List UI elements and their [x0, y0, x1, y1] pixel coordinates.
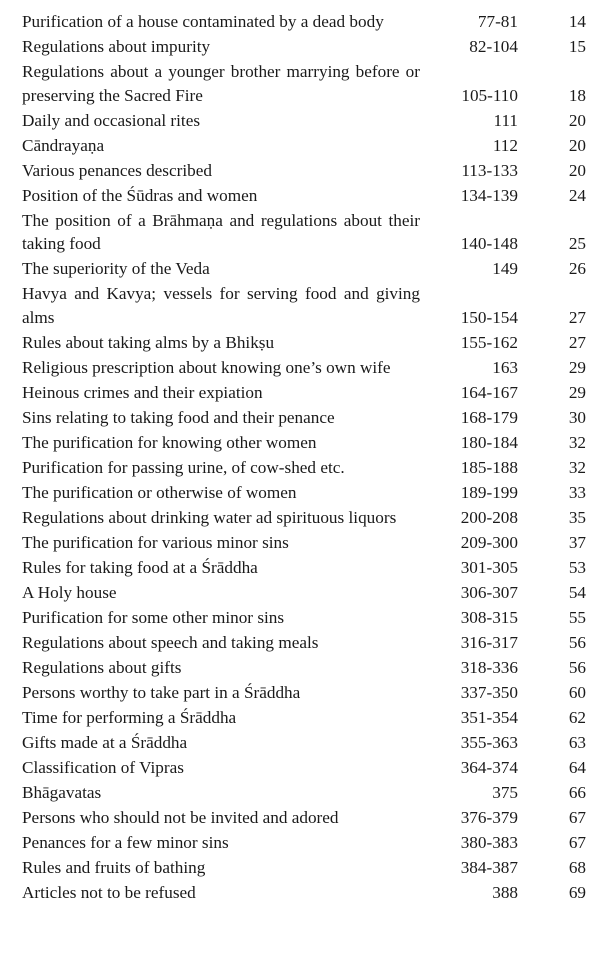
toc-entry	[22, 481, 590, 505]
entry-title: A Holy house	[22, 582, 117, 602]
toc-entry	[22, 581, 590, 605]
entry-verses: 388	[492, 882, 518, 902]
entry-title: Rules about taking alms by a Bhikṣu	[22, 332, 275, 352]
entry-title: The purification for knowing other women	[22, 432, 317, 452]
entry-page-number: 27	[568, 307, 586, 327]
entry-title: Rules for taking food at a Śrāddha	[22, 557, 258, 577]
entry-title: Persons worthy to take part in a Śrāddha	[22, 682, 301, 702]
entry-page-number: 25	[568, 234, 586, 253]
entry-page-number: 66	[568, 782, 586, 802]
entry-title: Havya and Kavya; vessels for serving food and giving alms	[22, 284, 420, 327]
entry-title: The superiority of the Veda	[22, 259, 210, 278]
entry-verses: 200-208	[460, 507, 518, 527]
entry-verses: 308-315	[460, 607, 518, 627]
entry-verses: 306-307	[460, 582, 518, 602]
toc-entry	[22, 209, 590, 256]
entry-page-number: 60	[568, 682, 586, 702]
entry-verses: 134-139	[460, 185, 518, 205]
toc-entry	[22, 631, 590, 655]
entry-page-number: 62	[568, 707, 586, 727]
entry-page-number: 68	[568, 857, 586, 877]
entry-title: Sins relating to taking food and their penance	[22, 407, 335, 427]
entry-title: Purification for passing urine, of cow-shed etc.	[22, 457, 345, 477]
entry-title: Rules and fruits of bathing	[22, 857, 206, 877]
toc-entry	[22, 134, 590, 158]
toc-entry	[22, 257, 590, 281]
entry-page-number: 63	[568, 732, 586, 752]
entry-page-number: 20	[568, 110, 586, 130]
toc-entry	[22, 606, 590, 630]
entry-page-number: 53	[568, 557, 586, 577]
entry-verses: 209-300	[460, 532, 518, 552]
entry-title: Time for performing a Śrāddha	[22, 707, 237, 727]
entry-page-number: 69	[568, 882, 586, 902]
toc-entry	[22, 35, 590, 59]
entry-verses: 164-167	[460, 382, 518, 402]
entry-title: Regulations about impurity	[22, 37, 211, 56]
entry-verses: 301-305	[460, 557, 518, 577]
entry-title: Cāndrayaṇa	[22, 135, 105, 155]
toc-entry	[22, 381, 590, 405]
entry-title: Position of the Śūdras and women	[22, 185, 258, 205]
entry-verses: 140-148	[460, 234, 518, 253]
entry-verses: 105-110	[461, 85, 518, 105]
entry-title: Religious prescription about knowing one’s own wife	[22, 357, 391, 377]
entry-page-number: 15	[568, 37, 586, 56]
toc-entry	[22, 159, 590, 183]
entry-verses: 77-81	[477, 12, 518, 31]
entry-verses: 364-374	[460, 757, 518, 777]
toc-entry	[22, 756, 590, 780]
entry-verses: 163	[492, 357, 518, 377]
entry-page-number: 24	[568, 185, 586, 205]
entry-verses: 150-154	[460, 307, 518, 327]
toc-entry	[22, 731, 590, 755]
toc-entry	[22, 109, 590, 133]
entry-verses: 337-350	[460, 682, 518, 702]
entry-title: Articles not to be refused	[22, 882, 196, 902]
toc-entry	[22, 331, 590, 355]
toc-entry	[22, 806, 590, 830]
toc-entry	[22, 531, 590, 555]
entry-title: Regulations about drinking water ad spirituous liquors	[22, 507, 397, 527]
toc-entry	[22, 10, 590, 34]
toc-entry	[22, 431, 590, 455]
entry-page-number: 27	[568, 332, 586, 352]
toc-entry	[22, 60, 590, 107]
entry-page-number: 14	[568, 12, 586, 31]
entry-verses: 185-188	[460, 457, 518, 477]
entry-page-number: 37	[568, 532, 586, 552]
entry-page-number: 56	[568, 657, 586, 677]
toc-entry	[22, 706, 590, 730]
toc-entry	[22, 556, 590, 580]
entry-title: The purification or otherwise of women	[22, 482, 297, 502]
entry-verses: 380-383	[460, 832, 518, 852]
entry-page-number: 32	[568, 432, 586, 452]
entry-title: Purification of a house contaminated by a dead body	[22, 12, 384, 31]
toc-entry	[22, 456, 590, 480]
entry-page-number: 18	[568, 85, 586, 105]
toc-entry	[22, 406, 590, 430]
entry-page-number: 30	[568, 407, 586, 427]
entry-title: Regulations about a younger brother marrying before or preserving the Sacred Fire	[22, 62, 420, 105]
entry-title: Gifts made at a Śrāddha	[22, 732, 188, 752]
entry-title: Purification for some other minor sins	[22, 607, 285, 627]
entry-verses: 82-104	[469, 37, 518, 56]
entry-title: The position of a Brāhmaṇa and regulations about their taking food	[22, 210, 420, 253]
entry-verses: 375	[492, 782, 518, 802]
entry-verses: 155-162	[460, 332, 518, 352]
toc-entry	[22, 831, 590, 855]
entry-title: Daily and occasional rites	[22, 110, 201, 130]
entry-title: Persons who should not be invited and adored	[22, 807, 339, 827]
entry-page-number: 56	[568, 632, 586, 652]
entry-title: Penances for a few minor sins	[22, 832, 229, 852]
entry-page-number: 20	[568, 160, 586, 180]
entry-verses: 112	[492, 135, 518, 155]
entry-title: Heinous crimes and their expiation	[22, 382, 263, 402]
entry-verses: 318-336	[460, 657, 518, 677]
toc-entry	[22, 506, 590, 530]
entry-verses: 189-199	[460, 482, 518, 502]
entry-page-number: 55	[568, 607, 586, 627]
entry-title: Classification of Vipras	[22, 757, 184, 777]
entry-title: Regulations about speech and taking meals	[22, 632, 319, 652]
toc-entry	[22, 881, 590, 905]
entry-page-number: 64	[568, 757, 586, 777]
toc-entry	[22, 781, 590, 805]
entry-page-number: 54	[568, 582, 586, 602]
entry-page-number: 26	[568, 259, 586, 278]
entry-verses: 168-179	[460, 407, 518, 427]
toc-entry	[22, 184, 590, 208]
entry-page-number: 32	[568, 457, 586, 477]
entry-page-number: 67	[568, 807, 586, 827]
entry-verses: 376-379	[460, 807, 518, 827]
entry-verses: 180-184	[460, 432, 518, 452]
toc-entry	[22, 282, 590, 329]
entry-verses: 149	[492, 259, 518, 278]
entry-title: Regulations about gifts	[22, 657, 182, 677]
entry-verses: 351-354	[460, 707, 518, 727]
entry-page-number: 35	[568, 507, 586, 527]
entry-verses: 111	[493, 110, 518, 130]
toc-entry	[22, 856, 590, 880]
entry-title: The purification for various minor sins	[22, 532, 289, 552]
entry-title: Bhāgavatas	[22, 782, 102, 802]
toc-entry	[22, 356, 590, 380]
entry-title: Various penances described	[22, 160, 212, 180]
table-of-contents	[22, 10, 590, 906]
entry-verses: 355-363	[460, 732, 518, 752]
entry-page-number: 29	[568, 357, 586, 377]
entry-page-number: 20	[568, 135, 586, 155]
entry-page-number: 67	[568, 832, 586, 852]
entry-page-number: 33	[568, 482, 586, 502]
entry-page-number: 29	[568, 382, 586, 402]
toc-entry	[22, 656, 590, 680]
entry-verses: 316-317	[460, 632, 518, 652]
entry-verses: 384-387	[460, 857, 518, 877]
entry-verses: 113-133	[461, 160, 518, 180]
toc-entry	[22, 681, 590, 705]
